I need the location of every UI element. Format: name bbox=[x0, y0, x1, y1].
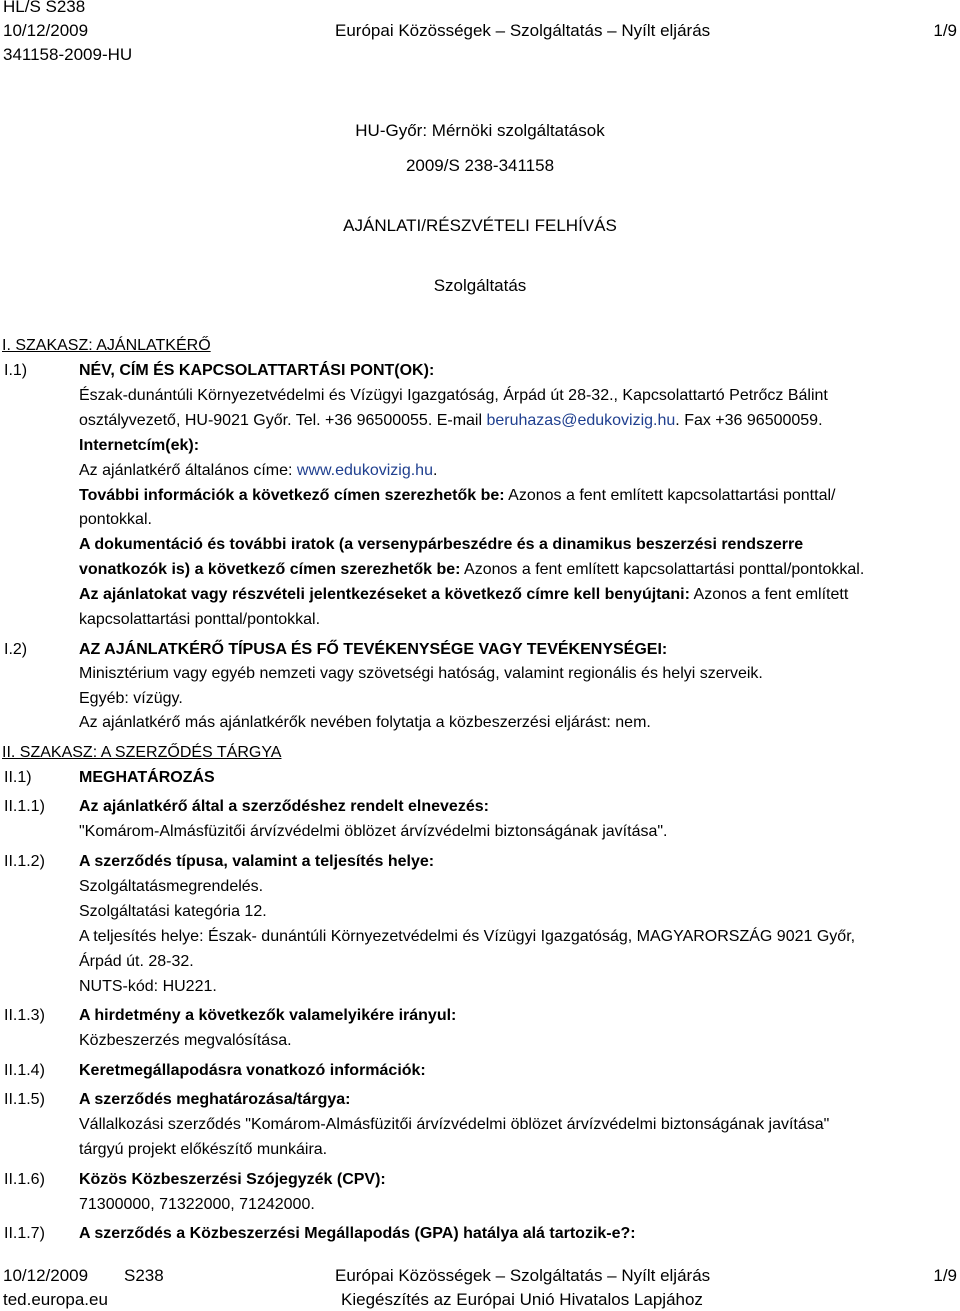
info-line2: pontokkal. bbox=[79, 511, 152, 528]
s2-1-3-title: A hirdetmény a következők valamelyikére irányul: bbox=[79, 1007, 457, 1024]
s2-1-1-value: "Komárom-Almásfüzitői árvízvédelmi öblözet árvízvédelmi biztonságának javítása". bbox=[79, 823, 668, 840]
s1-1-line2: osztályvezető, HU-9021 Győr. Tel. +36 96500055. E-mail beruhazas@edukovizig.hu. Fax +36 96500059. bbox=[79, 412, 823, 429]
s2-1-2-number: II.1.2) bbox=[4, 853, 45, 870]
section-1-heading: I. SZAKASZ: AJÁNLATKÉRŐ bbox=[2, 337, 211, 354]
footer-page: 1/9 bbox=[933, 1266, 957, 1285]
s2-1-1-title: Az ajánlatkérő által a szerződéshez rendelt elnevezés: bbox=[79, 798, 489, 815]
s2-1-3-number: II.1.3) bbox=[4, 1007, 45, 1024]
s1-2-number: I.2) bbox=[4, 641, 28, 658]
s1-1-title: NÉV, CÍM ÉS KAPCSOLATTARTÁSI PONT(OK): bbox=[79, 362, 435, 379]
footer-date: 10/12/2009 bbox=[3, 1266, 89, 1285]
s2-1-6-title: Közös Közbeszerzési Szójegyzék (CPV): bbox=[79, 1171, 386, 1188]
s2-1-5-title: A szerződés meghatározása/tárgya: bbox=[79, 1091, 351, 1108]
s1-2-title: AZ AJÁNLATKÉRŐ TÍPUSA ÉS FŐ TEVÉKENYSÉGE VAGY TEVÉKENYSÉGEI: bbox=[79, 641, 668, 658]
footer-subtitle: Kiegészítés az Európai Unió Hivatalos Lapjához bbox=[341, 1290, 703, 1309]
footer-series: S238 bbox=[124, 1266, 164, 1285]
s2-1-2-line2: Szolgáltatási kategória 12. bbox=[79, 903, 267, 920]
s2-1-4-number: II.1.4) bbox=[4, 1062, 45, 1079]
header-ref: 341158-2009-HU bbox=[3, 45, 133, 64]
email-link[interactable]: beruhazas@edukovizig.hu bbox=[486, 412, 676, 429]
s2-1-2-line5: NUTS-kód: HU221. bbox=[79, 978, 217, 995]
s2-1-7-title: A szerződés a Közbeszerzési Megállapodás (GPA) hatálya alá tartozik-e?: bbox=[79, 1225, 636, 1242]
s2-1-2-title: A szerződés típusa, valamint a teljesítés helye: bbox=[79, 853, 435, 870]
s1-1-number: I.1) bbox=[4, 362, 28, 379]
docs-line2: vonatkozók is) a következő címen szerezhetők be: Azonos a fent említett kapcsolattartási ponttal/pontokkal. bbox=[79, 561, 865, 578]
internet-label: Internetcím(ek): bbox=[79, 437, 200, 454]
s2-1-title: MEGHATÁROZÁS bbox=[79, 769, 215, 786]
submit-line: Az ajánlatokat vagy részvételi jelentkezéseket a következő címre kell benyújtani: Azonos a fent említett bbox=[79, 586, 849, 603]
s2-1-1-number: II.1.1) bbox=[4, 798, 45, 815]
s2-1-3-value: Közbeszerzés megvalósítása. bbox=[79, 1032, 292, 1049]
section-2-heading: II. SZAKASZ: A SZERZŐDÉS TÁRGYA bbox=[2, 744, 282, 761]
notice-type: AJÁNLATI/RÉSZVÉTELI FELHÍVÁS bbox=[343, 216, 617, 235]
s1-1-line1: Észak-dunántúli Környezetvédelmi és Vízügyi Igazgatóság, Árpád út 28-32., Kapcsolattartó Petrőcz Bálint bbox=[79, 387, 828, 404]
footer-site[interactable]: ted.europa.eu bbox=[3, 1290, 108, 1309]
s2-1-2-line3: A teljesítés helye: Észak- dunántúli Környezetvédelmi és Vízügyi Igazgatóság, MAGYARORSZÁG 9021 Győr, bbox=[79, 928, 856, 945]
s2-1-5-line1: Vállalkozási szerződés "Komárom-Almásfüzitői árvízvédelmi öblözet árvízvédelmi biztonságának javítása" bbox=[79, 1116, 830, 1133]
header-series: HL/S S238 bbox=[3, 0, 86, 16]
notice-number: 2009/S 238-341158 bbox=[405, 156, 555, 175]
info-line: További információk a következő címen szerezhetők be: Azonos a fent említett kapcsolattartási ponttal/ bbox=[79, 487, 836, 504]
website-link[interactable]: www.edukovizig.hu bbox=[296, 462, 433, 479]
header-page: 1/9 bbox=[933, 21, 957, 40]
s2-1-5-number: II.1.5) bbox=[4, 1091, 45, 1108]
docs-label1: A dokumentáció és további iratok (a versenypárbeszédre és a dinamikus beszerzési rendszerre bbox=[79, 536, 804, 553]
header-title: Európai Közösségek – Szolgáltatás – Nyílt eljárás bbox=[335, 21, 711, 40]
s2-1-5-line2: tárgyú projekt előkészítő munkáira. bbox=[79, 1141, 328, 1158]
s1-2-line1: Minisztérium vagy egyéb nemzeti vagy szövetségi hatóság, valamint regionális és helyi szerveik. bbox=[79, 665, 763, 682]
contract-type: Szolgáltatás bbox=[433, 276, 527, 295]
footer-title: Európai Közösségek – Szolgáltatás – Nyílt eljárás bbox=[335, 1266, 711, 1285]
s2-1-2-line4: Árpád út. 28-32. bbox=[79, 953, 194, 970]
s2-1-number: II.1) bbox=[4, 769, 32, 786]
s1-2-line3: Az ajánlatkérő más ajánlatkérők nevében folytatja a közbeszerzési eljárást: nem. bbox=[79, 714, 651, 731]
s2-1-6-number: II.1.6) bbox=[4, 1171, 45, 1188]
s2-1-2-line1: Szolgáltatásmegrendelés. bbox=[79, 878, 264, 895]
notice-title: HU-Győr: Mérnöki szolgáltatások bbox=[355, 121, 605, 140]
s2-1-4-title: Keretmegállapodásra vonatkozó információk: bbox=[79, 1062, 426, 1079]
s2-1-6-value: 71300000, 71322000, 71242000. bbox=[79, 1196, 315, 1213]
s2-1-7-number: II.1.7) bbox=[4, 1225, 45, 1242]
submit-line2: kapcsolattartási ponttal/pontokkal. bbox=[79, 611, 321, 628]
s1-2-line2: Egyéb: vízügy. bbox=[79, 690, 183, 707]
header-date: 10/12/2009 bbox=[3, 21, 89, 40]
general-address: Az ajánlatkérő általános címe: www.edukovizig.hu. bbox=[79, 462, 438, 479]
